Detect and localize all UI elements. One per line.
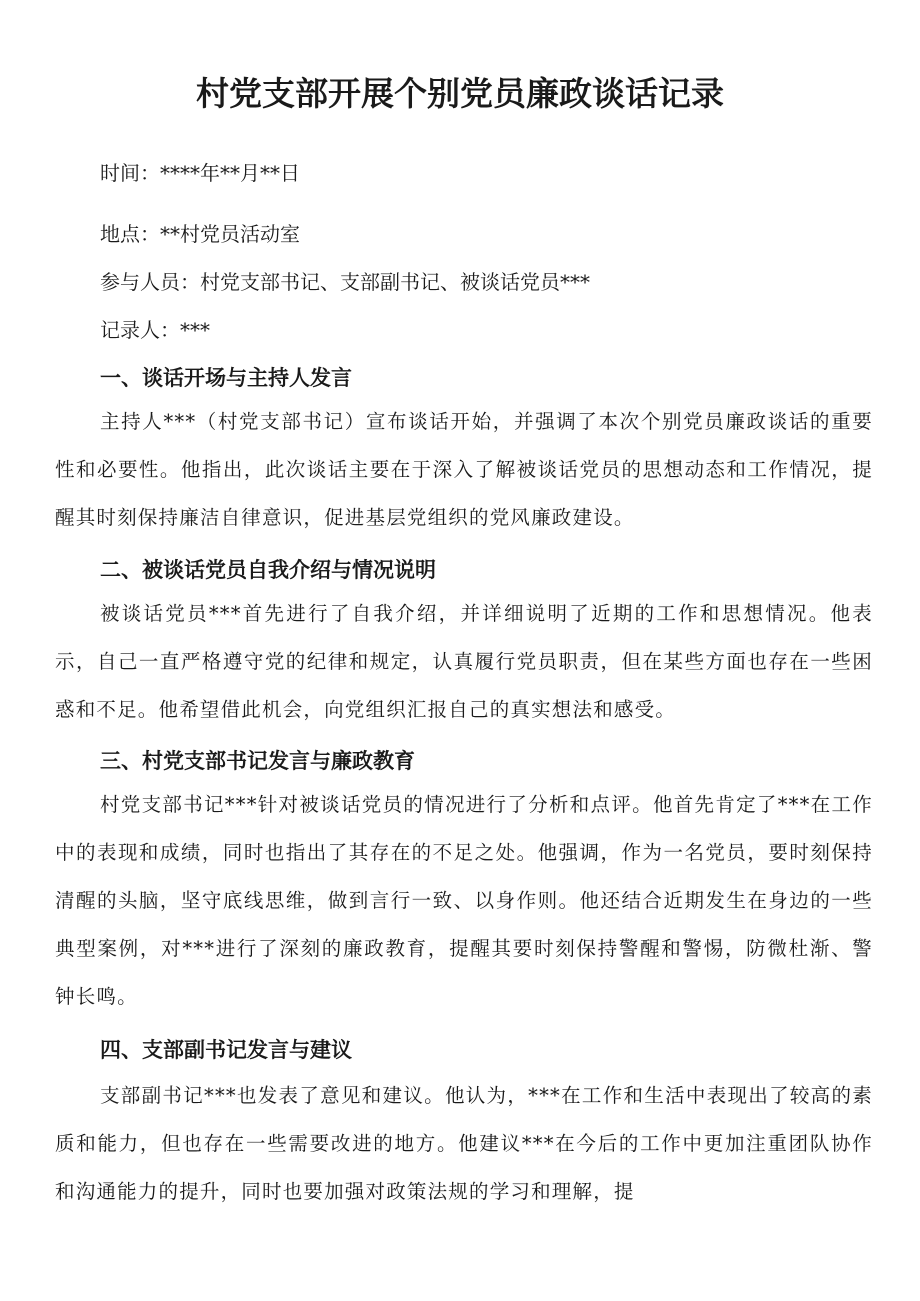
meta-time: 时间：****年**月**日	[100, 161, 300, 185]
section-heading-3: 三、村党支部书记发言与廉政教育	[100, 749, 415, 773]
meta-place: 地点：**村党员活动室	[100, 222, 300, 246]
section-heading-2: 二、被谈话党员自我介绍与情况说明	[100, 558, 436, 582]
section-heading-4: 四、支部副书记发言与建议	[100, 1038, 352, 1062]
section-heading-1: 一、谈话开场与主持人发言	[100, 366, 352, 390]
section-body-2: 被谈话党员***首先进行了自我介绍，并详细说明了近期的工作和思想情况。他表示，自己一直严格遵守党的纪律和规定，认真履行党员职责，但在某些方面也存在一些困惑和不足。他希望借此机会，向党组织汇报自己的真实想法和感受。	[55, 602, 873, 721]
section-body-1: 主持人***（村党支部书记）宣布谈话开始，并强调了本次个别党员廉政谈话的重要性和必要性。他指出，此次谈话主要在于深入了解被谈话党员的思想动态和工作情况，提醒其时刻保持廉洁自律意识，促进基层党组织的党风廉政建设。	[55, 410, 873, 529]
document-title: 村党支部开展个别党员廉政谈话记录	[196, 74, 724, 113]
section-body-3: 村党支部书记***针对被谈话党员的情况进行了分析和点评。他首先肯定了***在工作中的表现和成绩，同时也指出了其存在的不足之处。他强调，作为一名党员，要时刻保持清醒的头脑，坚守底线思维，做到言行一致、以身作则。他还结合近期发生在身边的一些典型案例，对***进行了深刻的廉政教育，提醒其要时刻保持警醒和警惕，防微杜渐、警钟长鸣。	[55, 793, 873, 1008]
section-body-4: 支部副书记***也发表了意见和建议。他认为，***在工作和生活中表现出了较高的素质和能力，但也存在一些需要改进的地方。他建议***在今后的工作中更加注重团队协作和沟通能力的提升，同时也要加强对政策法规的学习和理解，提	[55, 1084, 873, 1203]
meta-recorder: 记录人：***	[100, 318, 210, 342]
meta-participants: 参与人员：村党支部书记、支部副书记、被谈话党员***	[100, 270, 590, 294]
